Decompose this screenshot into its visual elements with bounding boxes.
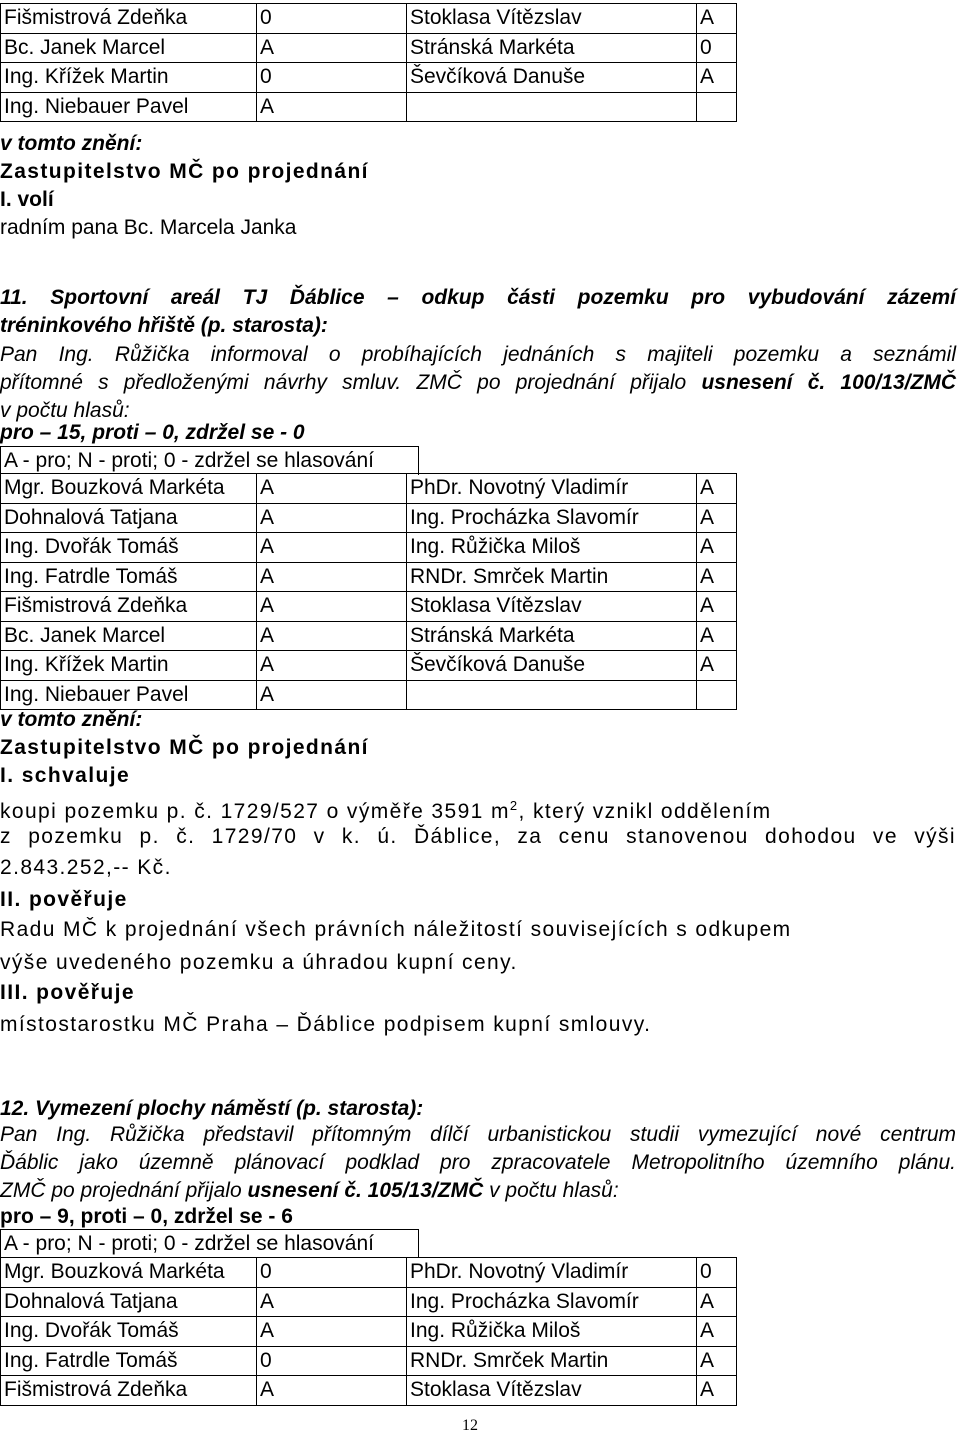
member-name-cell: Dohnalová Tatjana xyxy=(1,1287,257,1317)
member-name-cell: RNDr. Smrček Martin xyxy=(407,1346,697,1376)
vote-cell xyxy=(697,680,737,710)
resolution-number-2: usnesení č. 105/13/ZMČ xyxy=(247,1179,484,1202)
vote-cell: A xyxy=(697,533,737,563)
vote-cell: A xyxy=(697,1287,737,1317)
vote-cell: A xyxy=(257,562,407,592)
point-ii-text-1: Radu MČ k projednání všech právních náležitostí souvisejících s odkupem xyxy=(0,918,792,941)
member-name-cell: Ing. Fatrdle Tomáš xyxy=(1,1346,257,1376)
table-row xyxy=(1,592,737,622)
member-name-cell: Mgr. Bouzková Markéta xyxy=(1,1258,257,1288)
member-name-cell: Bc. Janek Marcel xyxy=(1,621,257,651)
point-i-label: I. volí xyxy=(0,188,54,211)
item11-heading-line1: 11. Sportovní areál TJ Ďáblice – odkup části pozemku pro vybudování zázemí xyxy=(0,286,956,309)
vote-cell: A xyxy=(697,1376,737,1406)
item12-text-line2: Ďáblic jako územně plánovací podklad pro zpracovatele Metropolitního územního plánu. xyxy=(0,1151,956,1174)
item11-text-line2: přítomné s předloženými návrhy smluv. ZMČ po projednání přijalo usnesení č. 100/13/ZMČ xyxy=(0,371,956,394)
vote-cell: A xyxy=(257,474,407,504)
table-row xyxy=(1,1258,737,1288)
table-row xyxy=(1,621,737,651)
member-name-cell: Stránská Markéta xyxy=(407,33,697,63)
point-iii-label: III. pověřuje xyxy=(0,981,135,1004)
votes-label: v počtu hlasů: xyxy=(0,399,130,422)
vote-cell: 0 xyxy=(257,63,407,93)
vote-result: pro – 15, proti – 0, zdržel se - 0 xyxy=(0,421,305,444)
vote-cell: A xyxy=(697,474,737,504)
vote-legend: A - pro; N - proti; 0 - zdržel se hlasování xyxy=(0,446,419,475)
vote-cell: 0 xyxy=(697,1258,737,1288)
member-name-cell: Ing. Dvořák Tomáš xyxy=(1,1317,257,1347)
point-ii-label: II. pověřuje xyxy=(0,888,128,911)
member-name-cell: Ing. Růžička Miloš xyxy=(407,533,697,563)
table-row xyxy=(1,474,737,504)
table-row xyxy=(1,33,737,63)
vote-table-3 xyxy=(0,1257,737,1406)
item12-text-line3: ZMČ po projednání přijalo usnesení č. 105/13/ZMČ v počtu hlasů: xyxy=(0,1179,619,1202)
member-name-cell: Ing. Procházka Slavomír xyxy=(407,503,697,533)
council-label-2: Zastupitelstvo MČ po projednání xyxy=(0,736,369,759)
vote-cell: A xyxy=(257,1376,407,1406)
vote-cell: A xyxy=(257,1287,407,1317)
vote-cell xyxy=(697,92,737,122)
vote-cell: A xyxy=(257,592,407,622)
vote-cell: A xyxy=(697,503,737,533)
vote-cell: A xyxy=(257,1317,407,1347)
vote-legend-2: A - pro; N - proti; 0 - zdržel se hlasování xyxy=(0,1229,419,1258)
vote-cell: A xyxy=(697,1317,737,1347)
point-ii-text-2: výše uvedeného pozemku a úhradou kupní ceny. xyxy=(0,951,518,974)
point-iii-text: místostarostku MČ Praha – Ďáblice podpisem kupní smlouvy. xyxy=(0,1013,652,1036)
page-number: 12 xyxy=(462,1417,478,1434)
member-name-cell: Dohnalová Tatjana xyxy=(1,503,257,533)
member-name-cell: Ševčíková Danuše xyxy=(407,63,697,93)
vote-cell: A xyxy=(257,533,407,563)
member-name-cell: Ing. Niebauer Pavel xyxy=(1,680,257,710)
item12-text-line1: Pan Ing. Růžička představil přítomným dílčí urbanistickou studii vymezující nové centrum xyxy=(0,1123,956,1146)
table-row xyxy=(1,533,737,563)
vote-cell: 0 xyxy=(257,4,407,34)
table-row xyxy=(1,1346,737,1376)
table-row xyxy=(1,4,737,34)
member-name-cell: PhDr. Novotný Vladimír xyxy=(407,474,697,504)
table-row xyxy=(1,63,737,93)
member-name-cell xyxy=(407,92,697,122)
vote-cell: 0 xyxy=(257,1346,407,1376)
member-name-cell: Fišmistrová Zdeňka xyxy=(1,4,257,34)
table-row xyxy=(1,562,737,592)
point-i-text-1: koupi pozemku p. č. 1729/527 o výměře 3591 $m^2$, který vznikl oddělením xyxy=(0,798,772,823)
vote-cell: 0 xyxy=(257,1258,407,1288)
member-name-cell: RNDr. Smrček Martin xyxy=(407,562,697,592)
vote-cell: A xyxy=(697,562,737,592)
council-label: Zastupitelstvo MČ po projednání xyxy=(0,160,369,183)
vote-cell: A xyxy=(257,33,407,63)
member-name-cell: Ing. Křížek Martin xyxy=(1,63,257,93)
table-row xyxy=(1,1287,737,1317)
vote-table-2 xyxy=(0,473,737,710)
member-name-cell xyxy=(407,680,697,710)
member-name-cell: Ing. Dvořák Tomáš xyxy=(1,533,257,563)
member-name-cell: Bc. Janek Marcel xyxy=(1,33,257,63)
vote-cell: 0 xyxy=(697,33,737,63)
in-wording-label-2: v tomto znění: xyxy=(0,708,143,731)
member-name-cell: Ing. Procházka Slavomír xyxy=(407,1287,697,1317)
item12-heading: 12. Vymezení plochy náměstí (p. starosta): xyxy=(0,1097,424,1120)
vote-cell: A xyxy=(697,651,737,681)
item11-text-line1: Pan Ing. Růžička informoval o probíhajících jednáních s majiteli pozemku a seznámil xyxy=(0,343,956,366)
member-name-cell: Ing. Růžička Miloš xyxy=(407,1317,697,1347)
vote-cell: A xyxy=(697,4,737,34)
point-i-text-3: 2.843.252,-- Kč. xyxy=(0,856,172,879)
table-row xyxy=(1,92,737,122)
resolution-number: usnesení č. 100/13/ZMČ xyxy=(701,371,956,394)
vote-cell: A xyxy=(697,63,737,93)
in-wording-label: v tomto znění: xyxy=(0,132,143,155)
table-row xyxy=(1,503,737,533)
vote-table-1 xyxy=(0,3,737,122)
member-name-cell: Ing. Niebauer Pavel xyxy=(1,92,257,122)
vote-cell: A xyxy=(257,503,407,533)
decision-text: radním pana Bc. Marcela Janka xyxy=(0,216,297,239)
vote-cell: A xyxy=(697,592,737,622)
vote-cell: A xyxy=(697,1346,737,1376)
vote-cell: A xyxy=(697,621,737,651)
item11-heading-line2: tréninkového hřiště (p. starosta): xyxy=(0,314,328,337)
member-name-cell: Stoklasa Vítězslav xyxy=(407,4,697,34)
member-name-cell: Stoklasa Vítězslav xyxy=(407,592,697,622)
member-name-cell: Fišmistrová Zdeňka xyxy=(1,1376,257,1406)
table-row xyxy=(1,651,737,681)
table-row xyxy=(1,1317,737,1347)
point-i-text-2: z pozemku p. č. 1729/70 v k. ú. Ďáblice, za cenu stanovenou dohodou ve výši xyxy=(0,825,956,848)
member-name-cell: Ing. Křížek Martin xyxy=(1,651,257,681)
member-name-cell: Fišmistrová Zdeňka xyxy=(1,592,257,622)
vote-cell: A xyxy=(257,651,407,681)
member-name-cell: Ing. Fatrdle Tomáš xyxy=(1,562,257,592)
member-name-cell: Ševčíková Danuše xyxy=(407,651,697,681)
vote-cell: A xyxy=(257,92,407,122)
member-name-cell: Stoklasa Vítězslav xyxy=(407,1376,697,1406)
member-name-cell: Stránská Markéta xyxy=(407,621,697,651)
vote-cell: A xyxy=(257,621,407,651)
point-i-approves: I. schvaluje xyxy=(0,764,131,787)
vote-result-2: pro – 9, proti – 0, zdržel se - 6 xyxy=(0,1205,293,1228)
vote-cell: A xyxy=(257,680,407,710)
table-row xyxy=(1,1376,737,1406)
member-name-cell: PhDr. Novotný Vladimír xyxy=(407,1258,697,1288)
member-name-cell: Mgr. Bouzková Markéta xyxy=(1,474,257,504)
